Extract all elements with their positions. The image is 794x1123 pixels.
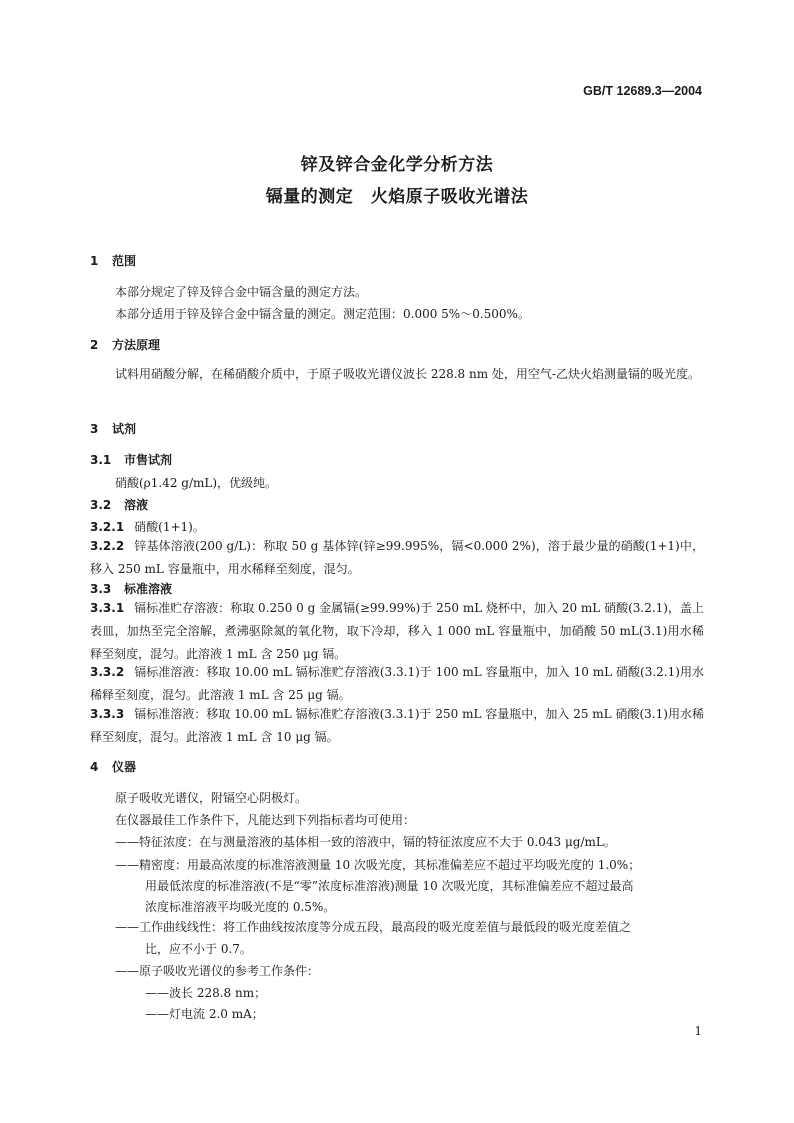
section-number: 1 bbox=[90, 254, 99, 268]
list-item-precision bbox=[115, 856, 640, 873]
section-title: 试剂 bbox=[112, 422, 137, 436]
dash-marker: —— bbox=[115, 920, 139, 934]
section-3-2-1 bbox=[90, 518, 205, 535]
section-3-3-heading bbox=[90, 580, 172, 597]
clause-text: 镉标准贮存溶液：称取 0.250 0 g 金属镉(≥99.99%)于 250 mL 烧杯中，加入 20 mL 硝酸(3.2.1)，盖上表皿，加热至完全溶解，煮沸驱除氮的氧化物，取下冷却，移入 1 000 mL 容量瓶中，加硝酸 50 mL(3.1)用水稀释至刻度，混匀。此溶液 1 mL 含 250 μg 镉。 bbox=[90, 601, 704, 661]
list-item-text: 原子吸收光谱仪的参考工作条件： bbox=[139, 964, 320, 978]
document-title-line1: 锌及锌合金化学分析方法 bbox=[300, 155, 494, 175]
section-title: 溶液 bbox=[124, 498, 149, 512]
document-title-line2: 镉量的测定 火焰原子吸收光谱法 bbox=[265, 187, 529, 207]
section-2-paragraph: 试料用硝酸分解，在稀硝酸介质中，于原子吸收光谱仪波长 228.8 nm 处，用空气-乙炔火焰测量镉的吸光度。 bbox=[115, 367, 700, 381]
section-3-2-2 bbox=[90, 535, 704, 581]
section-title: 方法原理 bbox=[112, 338, 161, 352]
section-3-heading bbox=[90, 420, 136, 437]
dash-marker: —— bbox=[145, 986, 169, 1000]
section-1-heading bbox=[90, 252, 136, 269]
clause-text: 锌基体溶液(200 g/L)：称取 50 g 基体锌(锌≥99.995%，镉<0.000 2%)，溶于最少量的硝酸(1+1)中，移入 250 mL 容量瓶中，用水稀释至刻度，混匀。 bbox=[90, 539, 704, 576]
list-item-text: 精密度：用最高浓度的标准溶液测量 10 次吸光度，其标准偏差应不超过平均吸光度的 1.0%； bbox=[139, 858, 641, 872]
clause-text: 镉标准溶液：移取 10.00 mL 镉标准贮存溶液(3.3.1)于 100 mL 容量瓶中，加入 10 mL 硝酸(3.2.1)用水稀释至刻度，混匀。此溶液 1 mL 含 25 μg 镉。 bbox=[90, 665, 704, 702]
section-number: 3.1 bbox=[90, 453, 112, 467]
list-item-linearity bbox=[115, 918, 631, 935]
section-3-3-1 bbox=[90, 597, 704, 666]
section-3-3-2 bbox=[90, 661, 704, 707]
section-title: 标准溶液 bbox=[124, 582, 173, 596]
section-4-paragraph-1: 原子吸收光谱仪，附镉空心阴极灯。 bbox=[115, 791, 308, 805]
list-item-text: 特征浓度：在与测量溶液的基体相一致的溶液中，镉的特征浓度应不大于 0.043 μg/mL。 bbox=[139, 835, 616, 849]
clause-number: 3.3.1 bbox=[90, 601, 125, 615]
section-title: 市售试剂 bbox=[124, 453, 173, 467]
clause-number: 3.2.1 bbox=[90, 520, 125, 534]
section-3-1-text: 硝酸(ρ1.42 g/mL)，优级纯。 bbox=[115, 476, 278, 490]
sub-item-text: 波长 228.8 nm； bbox=[169, 986, 267, 1000]
sub-item-wavelength bbox=[145, 984, 266, 1001]
clause-number: 3.3.3 bbox=[90, 707, 125, 721]
list-item-precision-continued-2: 浓度标准溶液平均吸光度的 0.5%。 bbox=[145, 900, 336, 914]
list-item-linearity-continued: 比，应不小于 0.7。 bbox=[145, 942, 252, 956]
section-number: 3.3 bbox=[90, 582, 112, 596]
section-title: 仪器 bbox=[112, 760, 137, 774]
section-3-1-heading bbox=[90, 451, 172, 468]
dash-marker: —— bbox=[145, 1007, 169, 1021]
section-1-paragraph-1: 本部分规定了锌及锌合金中镉含量的测定方法。 bbox=[115, 285, 368, 299]
clause-text: 镉标准溶液：移取 10.00 mL 镉标准贮存溶液(3.3.1)于 250 mL 容量瓶中，加入 25 mL 硝酸(3.1)用水稀释至刻度，混匀。此溶液 1 mL 含 10 μg 镉。 bbox=[90, 707, 704, 744]
page-number: 1 bbox=[694, 1024, 702, 1038]
list-item-characteristic-concentration bbox=[115, 833, 616, 850]
list-item-precision-continued-1: 用最低浓度的标准溶液(不是“零”浓度标准溶液)测量 10 次吸光度，其标准偏差应不超过最高 bbox=[145, 879, 634, 893]
section-title: 范围 bbox=[112, 254, 137, 268]
list-item-text: 工作曲线线性：将工作曲线按浓度等分成五段，最高段的吸光度差值与最低段的吸光度差值之 bbox=[139, 920, 632, 934]
list-item-reference-conditions bbox=[115, 962, 319, 979]
sub-item-lamp-current bbox=[145, 1005, 264, 1022]
clause-text: 硝酸(1+1)。 bbox=[134, 520, 205, 534]
clause-number: 3.2.2 bbox=[90, 539, 125, 553]
section-number: 3.2 bbox=[90, 498, 112, 512]
section-4-heading bbox=[90, 758, 136, 775]
section-1-paragraph-2: 本部分适用于锌及锌合金中镉含量的测定。测定范围：0.000 5%～0.500%。 bbox=[115, 307, 530, 321]
section-3-3-3 bbox=[90, 703, 704, 749]
section-number: 3 bbox=[90, 422, 99, 436]
section-number: 4 bbox=[90, 760, 99, 774]
dash-marker: —— bbox=[115, 835, 139, 849]
standard-code: GB/T 12689.3—2004 bbox=[583, 84, 702, 98]
section-4-paragraph-2: 在仪器最佳工作条件下，凡能达到下列指标者均可使用： bbox=[115, 813, 416, 827]
section-number: 2 bbox=[90, 338, 99, 352]
sub-item-text: 灯电流 2.0 mA； bbox=[169, 1007, 264, 1021]
dash-marker: —— bbox=[115, 964, 139, 978]
clause-number: 3.3.2 bbox=[90, 665, 125, 679]
section-3-2-heading bbox=[90, 496, 148, 513]
dash-marker: —— bbox=[115, 858, 139, 872]
section-2-heading bbox=[90, 336, 160, 353]
